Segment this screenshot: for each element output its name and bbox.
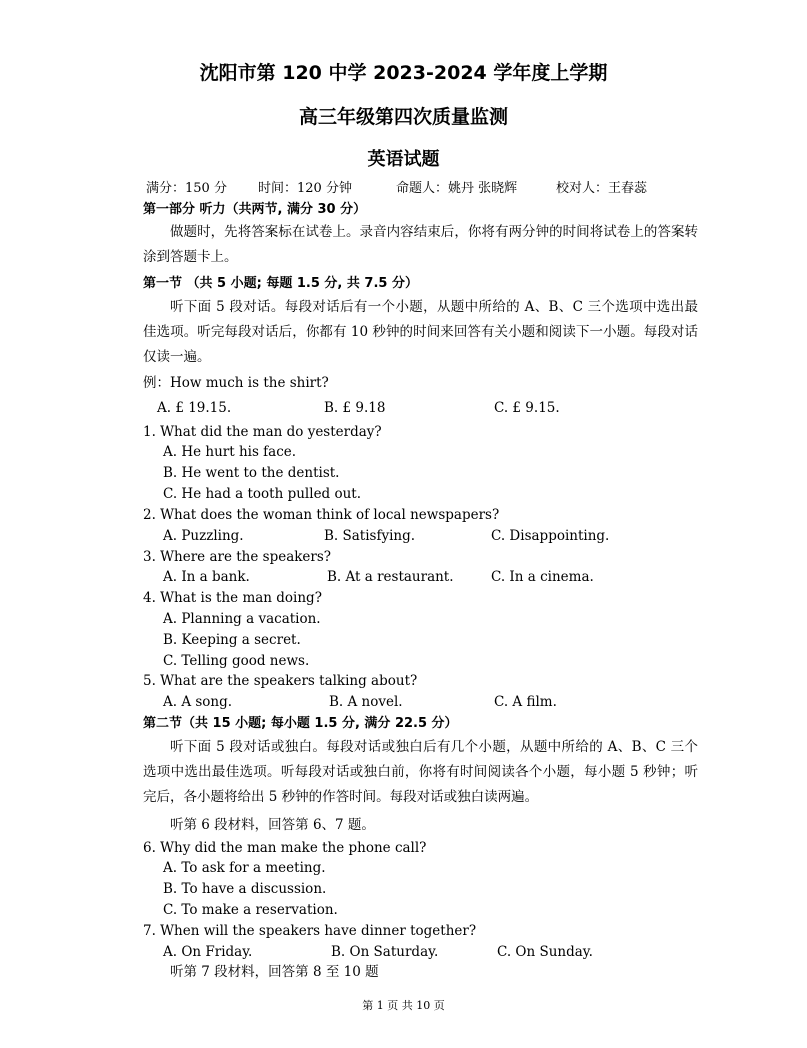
material-7-note: 听第 7 段材料，回答第 8 至 10 题: [170, 964, 379, 980]
question-3: 3. Where are the speakers?: [143, 549, 332, 565]
section1-instruction: 听下面 5 段对话。每段对话后有一个小题，从题中所给的 A、B、C 三个选项中选出最佳选项。听完每段对话后，你都有 10 秒钟的时间来回答有关小题和阅读下一小题。每段对话仅读一遍。: [143, 299, 698, 365]
q1-option-a: A. He hurt his face.: [163, 444, 297, 460]
question-4: 4. What is the man doing?: [143, 590, 322, 606]
q2-option-a: A. Puzzling.: [163, 528, 244, 544]
q2-option-c: C. Disappointing.: [491, 528, 610, 544]
q6-option-b: B. To have a discussion.: [163, 881, 327, 897]
time-info: 时间：120 分钟: [258, 181, 352, 196]
example-option-c: C. £ 9.15.: [494, 400, 560, 416]
q5-option-c: C. A film.: [494, 694, 557, 710]
q5-option-b: B. A novel.: [329, 694, 403, 710]
q7-option-c: C. On Sunday.: [497, 944, 593, 960]
q1-option-c: C. He had a tooth pulled out.: [163, 486, 362, 502]
q4-option-c: C. Telling good news.: [163, 653, 310, 669]
question-7: 7. When will the speakers have dinner together?: [143, 923, 477, 939]
exam-title: 沈阳市第 120 中学 2023-2024 学年度上学期: [199, 62, 608, 84]
author-info: 命题人：姚丹 张晓辉: [396, 181, 518, 196]
q6-option-c: C. To make a reservation.: [163, 902, 338, 918]
q3-option-c: C. In a cinema.: [491, 569, 594, 585]
page-number: 第 1 页 共 10 页: [362, 999, 445, 1012]
q3-option-a: A. In a bank.: [163, 569, 250, 585]
question-5: 5. What are the speakers talking about?: [143, 673, 418, 689]
section2-heading: 第二节（共 15 小题; 每小题 1.5 分, 满分 22.5 分）: [143, 716, 458, 731]
part1-instruction: 做题时，先将答案标在试卷上。录音内容结束后，你将有两分钟的时间将试卷上的答案转涂到答题卡上。: [143, 224, 698, 265]
part1-heading: 第一部分 听力（共两节, 满分 30 分）: [143, 202, 367, 217]
question-2: 2. What does the woman think of local newspapers?: [143, 507, 500, 523]
section1-heading: 第一节 （共 5 小题; 每题 1.5 分, 共 7.5 分）: [143, 276, 418, 291]
q7-option-a: A. On Friday.: [163, 944, 253, 960]
material-6-note: 听第 6 段材料，回答第 6、7 题。: [170, 817, 375, 833]
q6-option-a: A. To ask for a meeting.: [163, 860, 326, 876]
question-6: 6. Why did the man make the phone call?: [143, 840, 427, 856]
proofreader-info: 校对人：王春蕊: [556, 181, 648, 196]
section2-instruction: 听下面 5 段对话或独白。每段对话或独白后有几个小题，从题中所给的 A、B、C 三个选项中选出最佳选项。听每段对话或独白前，你将有时间阅读各个小题，每小题 5 秒钟；听完后，各小题将给出 5 秒钟的作答时间。每段对话或独白读两遍。: [143, 739, 698, 805]
example-question: 例：How much is the shirt?: [143, 375, 329, 391]
exam-subtitle: 高三年级第四次质量监测: [298, 106, 508, 128]
q4-option-b: B. Keeping a secret.: [163, 632, 301, 648]
q1-option-b: B. He went to the dentist.: [163, 465, 340, 481]
subject-title: 英语试题: [367, 149, 440, 170]
q4-option-a: A. Planning a vacation.: [163, 611, 321, 627]
q7-option-b: B. On Saturday.: [331, 944, 439, 960]
q3-option-b: B. At a restaurant.: [327, 569, 454, 585]
question-1: 1. What did the man do yesterday?: [143, 424, 382, 440]
score-info: 满分：150 分: [146, 181, 227, 196]
example-option-a: A. £ 19.15.: [157, 400, 232, 416]
example-option-b: B. £ 9.18: [324, 400, 386, 416]
q2-option-b: B. Satisfying.: [324, 528, 416, 544]
q5-option-a: A. A song.: [163, 694, 233, 710]
